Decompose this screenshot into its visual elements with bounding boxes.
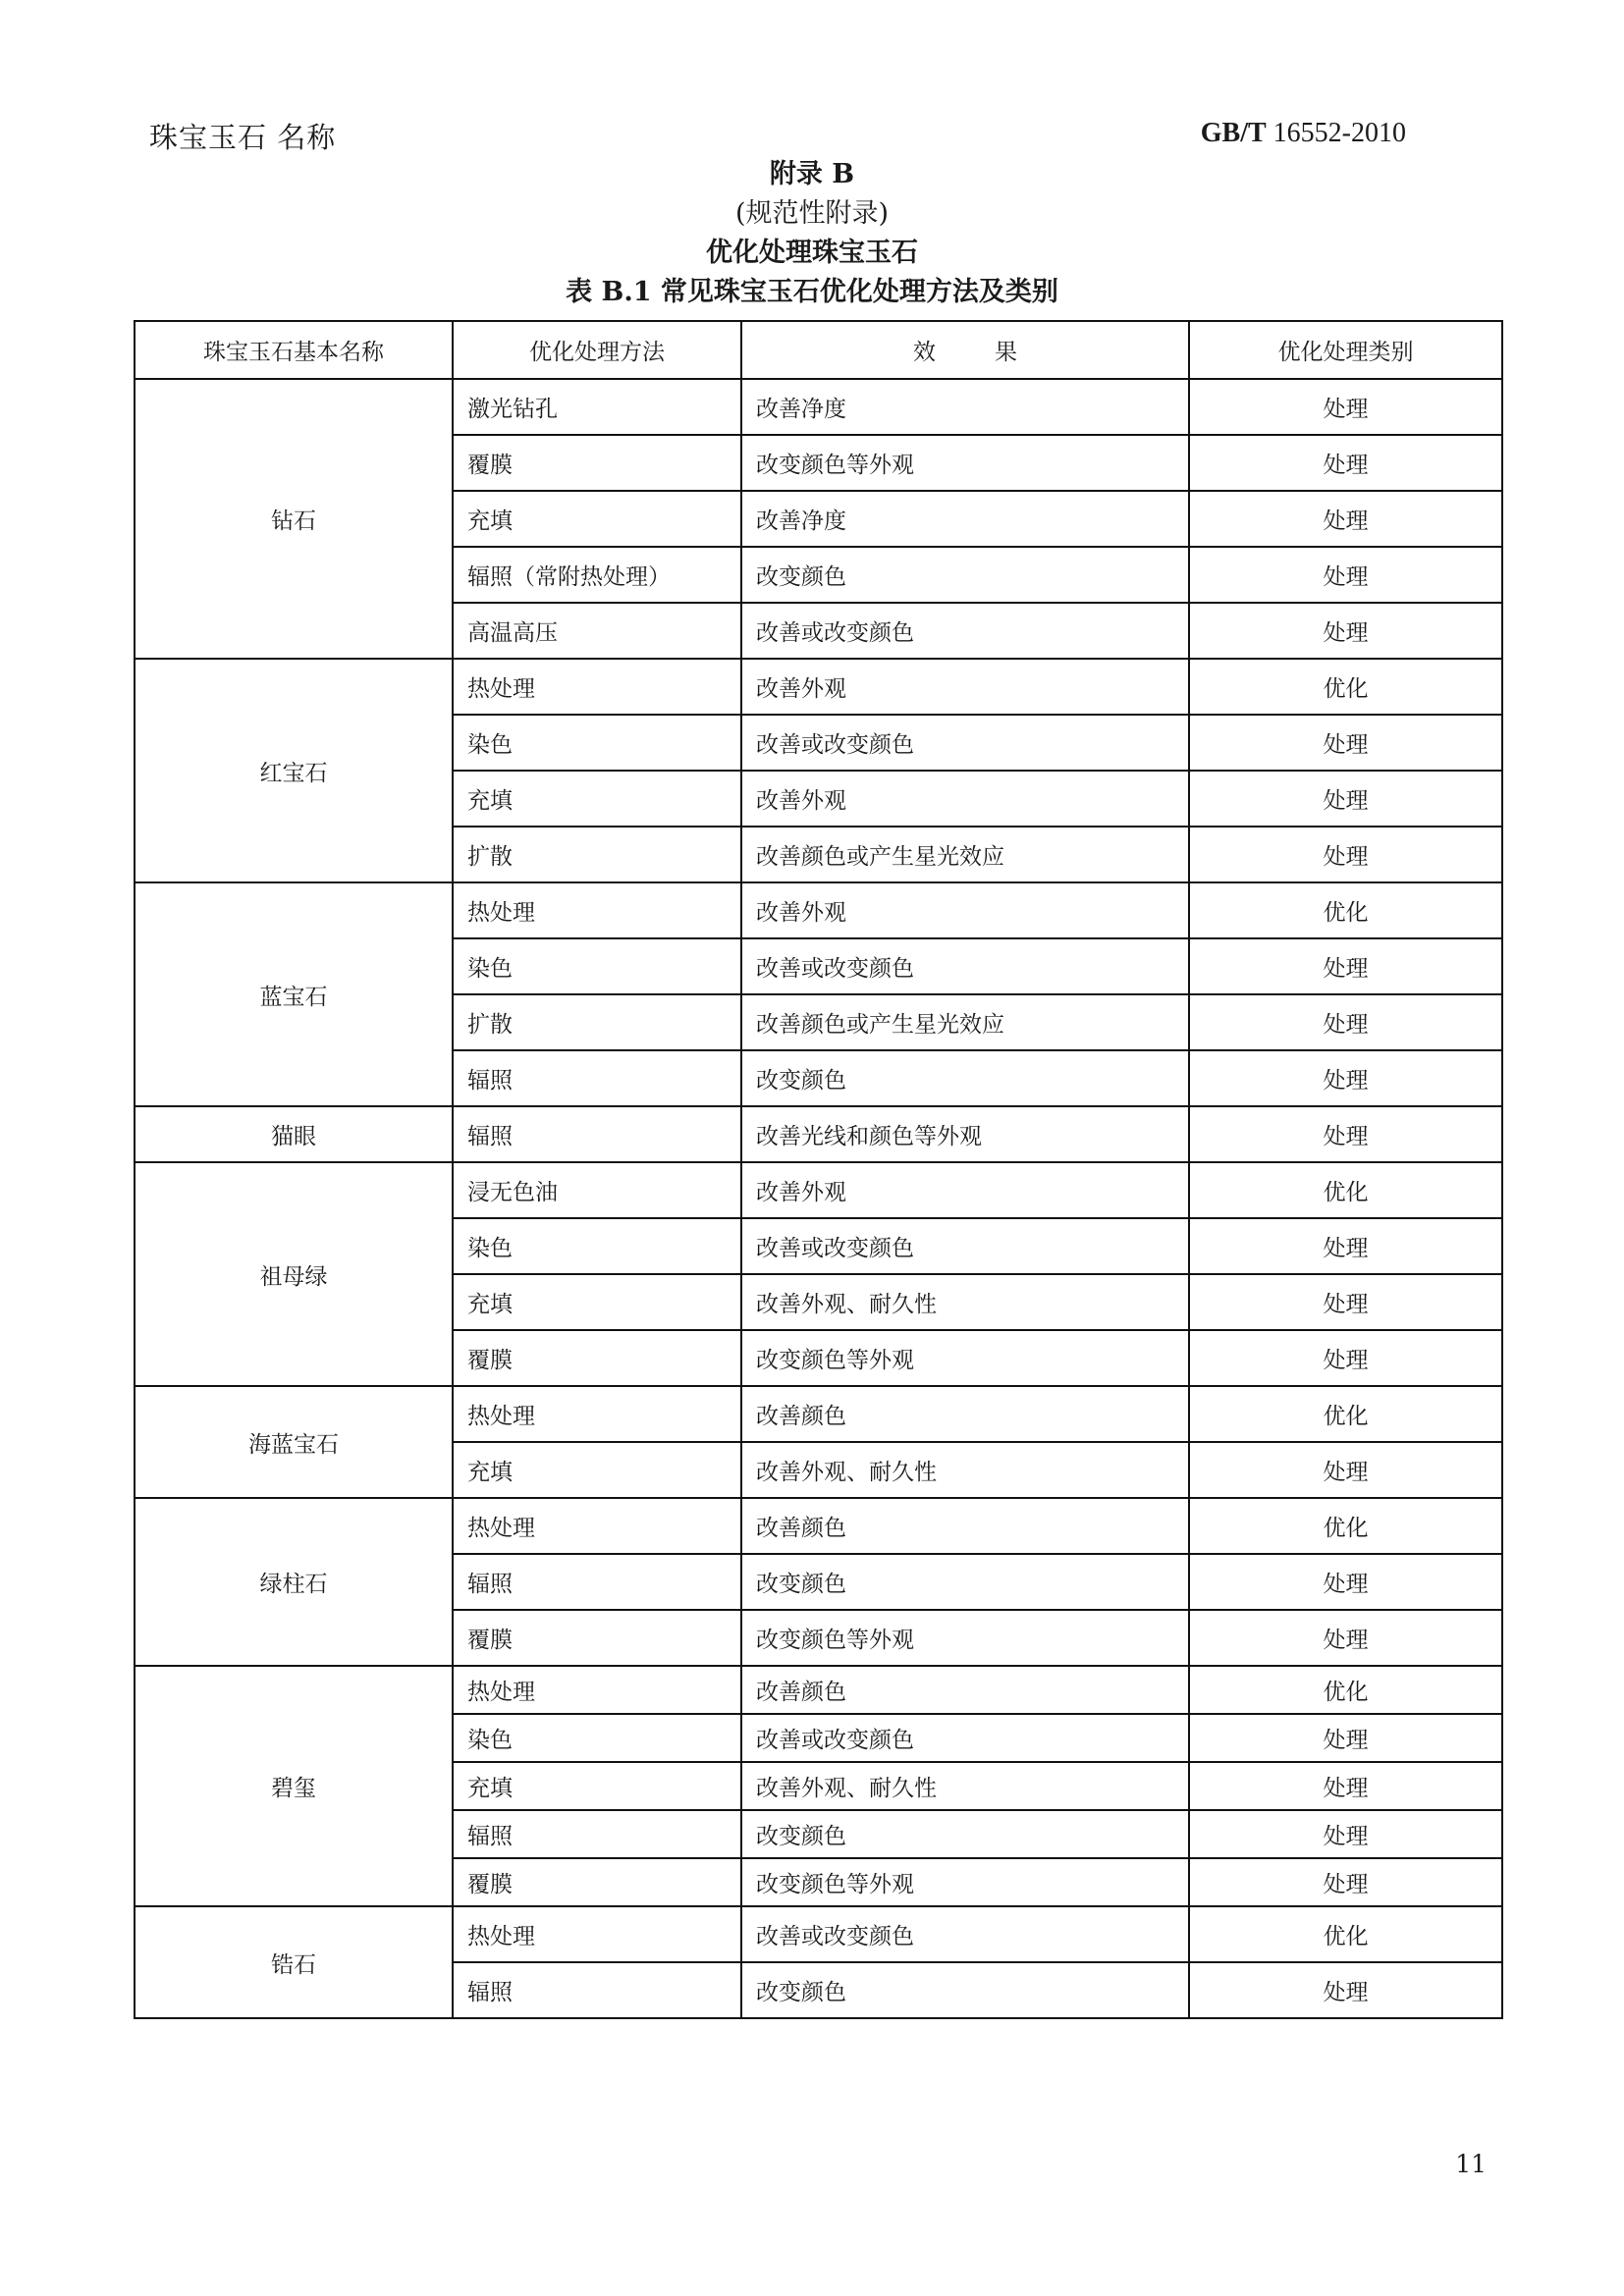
table-row	[135, 1498, 1502, 1554]
method-cell: 覆膜	[453, 435, 741, 491]
category-cell: 处理	[1189, 1962, 1502, 2018]
category-cell: 处理	[1189, 827, 1502, 882]
gem-name-cell: 海蓝宝石	[135, 1386, 453, 1498]
method-cell: 充填	[453, 1274, 741, 1330]
category-cell: 优化	[1189, 1386, 1502, 1442]
column-header-effect-label: 效果	[913, 340, 1076, 365]
method-cell: 辐照（常附热处理）	[453, 547, 741, 603]
category-cell: 优化	[1189, 659, 1502, 715]
effect-cell: 改变颜色等外观	[741, 1858, 1189, 1906]
method-cell: 高温高压	[453, 603, 741, 659]
table-row	[135, 659, 1502, 715]
method-cell: 覆膜	[453, 1858, 741, 1906]
column-header-category: 优化处理类别	[1189, 321, 1502, 379]
effect-cell: 改变颜色	[741, 1050, 1189, 1106]
gem-name-cell: 碧玺	[135, 1666, 453, 1906]
category-cell: 处理	[1189, 603, 1502, 659]
category-cell: 处理	[1189, 1554, 1502, 1610]
category-cell: 处理	[1189, 547, 1502, 603]
method-cell: 热处理	[453, 882, 741, 938]
category-cell: 处理	[1189, 1218, 1502, 1274]
category-cell: 处理	[1189, 491, 1502, 547]
category-cell: 处理	[1189, 1610, 1502, 1666]
method-cell: 热处理	[453, 1666, 741, 1714]
method-cell: 热处理	[453, 1906, 741, 1962]
gem-name-cell: 猫眼	[135, 1106, 453, 1162]
effect-cell: 改善颜色	[741, 1386, 1189, 1442]
effect-cell: 改变颜色等外观	[741, 1610, 1189, 1666]
category-cell: 优化	[1189, 1666, 1502, 1714]
category-cell: 处理	[1189, 715, 1502, 771]
appendix-type: (规范性附录)	[734, 198, 890, 229]
method-cell: 染色	[453, 938, 741, 994]
category-cell: 处理	[1189, 1762, 1502, 1810]
category-cell: 处理	[1189, 379, 1502, 435]
method-cell: 热处理	[453, 1498, 741, 1554]
category-cell: 优化	[1189, 882, 1502, 938]
standard-code	[1201, 118, 1406, 149]
effect-cell: 改善外观、耐久性	[741, 1442, 1189, 1498]
page-number: 11	[1455, 2150, 1487, 2178]
category-cell: 处理	[1189, 771, 1502, 827]
category-cell: 处理	[1189, 1274, 1502, 1330]
method-cell: 辐照	[453, 1962, 741, 2018]
method-cell: 充填	[453, 1442, 741, 1498]
method-cell: 覆膜	[453, 1330, 741, 1386]
running-header-title: 珠宝玉石 名称	[149, 121, 337, 154]
table-row	[135, 1162, 1502, 1218]
column-header-name: 珠宝玉石基本名称	[135, 321, 453, 379]
method-cell: 染色	[453, 1714, 741, 1762]
table-header-row	[135, 321, 1502, 379]
effect-cell: 改善外观	[741, 882, 1189, 938]
gem-name-cell: 红宝石	[135, 659, 453, 882]
effect-cell: 改善外观、耐久性	[741, 1274, 1189, 1330]
effect-cell: 改善外观	[741, 771, 1189, 827]
category-cell: 处理	[1189, 1442, 1502, 1498]
standard-number: 16552-2010	[1266, 118, 1406, 148]
method-cell: 充填	[453, 771, 741, 827]
effect-cell: 改善净度	[741, 379, 1189, 435]
method-cell: 辐照	[453, 1810, 741, 1858]
method-cell: 浸无色油	[453, 1162, 741, 1218]
method-cell: 辐照	[453, 1106, 741, 1162]
category-cell: 处理	[1189, 1714, 1502, 1762]
effect-cell: 改善或改变颜色	[741, 938, 1189, 994]
effect-cell: 改变颜色等外观	[741, 1330, 1189, 1386]
appendix-title: 附录 B	[769, 159, 855, 189]
category-cell: 处理	[1189, 1106, 1502, 1162]
category-cell: 处理	[1189, 1330, 1502, 1386]
method-cell: 热处理	[453, 659, 741, 715]
effect-cell: 改善颜色或产生星光效应	[741, 994, 1189, 1050]
title-block	[0, 155, 1624, 312]
method-cell: 充填	[453, 1762, 741, 1810]
table-row	[135, 1906, 1502, 1962]
treatment-table	[134, 320, 1503, 2019]
category-cell: 处理	[1189, 1810, 1502, 1858]
column-header-method: 优化处理方法	[453, 321, 741, 379]
method-cell: 充填	[453, 491, 741, 547]
table-row	[135, 1106, 1502, 1162]
category-cell: 优化	[1189, 1498, 1502, 1554]
effect-cell: 改变颜色等外观	[741, 435, 1189, 491]
method-cell: 热处理	[453, 1386, 741, 1442]
category-cell: 处理	[1189, 994, 1502, 1050]
method-cell: 辐照	[453, 1554, 741, 1610]
standard-prefix: GB/T	[1200, 118, 1267, 148]
method-cell: 覆膜	[453, 1610, 741, 1666]
gem-name-cell: 蓝宝石	[135, 882, 453, 1106]
effect-cell: 改善颜色或产生星光效应	[741, 827, 1189, 882]
appendix-main-title: 优化处理珠宝玉石	[706, 238, 918, 268]
category-cell: 优化	[1189, 1906, 1502, 1962]
gem-name-cell: 绿柱石	[135, 1498, 453, 1666]
method-cell: 染色	[453, 715, 741, 771]
effect-cell: 改变颜色	[741, 1810, 1189, 1858]
effect-cell: 改善或改变颜色	[741, 1906, 1189, 1962]
effect-cell: 改善外观	[741, 1162, 1189, 1218]
category-cell: 处理	[1189, 1858, 1502, 1906]
gem-name-cell: 钻石	[135, 379, 453, 659]
gem-name-cell: 锆石	[135, 1906, 453, 2018]
effect-cell: 改善外观、耐久性	[741, 1762, 1189, 1810]
table-caption: 表 B.1 常见珠宝玉石优化处理方法及类别	[566, 277, 1058, 307]
effect-cell: 改善或改变颜色	[741, 603, 1189, 659]
table-row	[135, 1386, 1502, 1442]
effect-cell: 改善或改变颜色	[741, 1218, 1189, 1274]
effect-cell: 改善或改变颜色	[741, 715, 1189, 771]
effect-cell: 改善光线和颜色等外观	[741, 1106, 1189, 1162]
table-row	[135, 379, 1502, 435]
effect-cell: 改变颜色	[741, 547, 1189, 603]
table-row	[135, 882, 1502, 938]
effect-cell: 改变颜色	[741, 1962, 1189, 2018]
gem-name-cell: 祖母绿	[135, 1162, 453, 1386]
method-cell: 染色	[453, 1218, 741, 1274]
column-header-effect	[741, 321, 1189, 379]
category-cell: 处理	[1189, 435, 1502, 491]
table-row	[135, 1666, 1502, 1714]
effect-cell: 改善净度	[741, 491, 1189, 547]
effect-cell: 改善颜色	[741, 1666, 1189, 1714]
effect-cell: 改善或改变颜色	[741, 1714, 1189, 1762]
table-body	[135, 379, 1502, 2018]
category-cell: 优化	[1189, 1162, 1502, 1218]
effect-cell: 改变颜色	[741, 1554, 1189, 1610]
method-cell: 辐照	[453, 1050, 741, 1106]
method-cell: 扩散	[453, 827, 741, 882]
category-cell: 处理	[1189, 938, 1502, 994]
category-cell: 处理	[1189, 1050, 1502, 1106]
effect-cell: 改善外观	[741, 659, 1189, 715]
effect-cell: 改善颜色	[741, 1498, 1189, 1554]
method-cell: 扩散	[453, 994, 741, 1050]
method-cell: 激光钻孔	[453, 379, 741, 435]
